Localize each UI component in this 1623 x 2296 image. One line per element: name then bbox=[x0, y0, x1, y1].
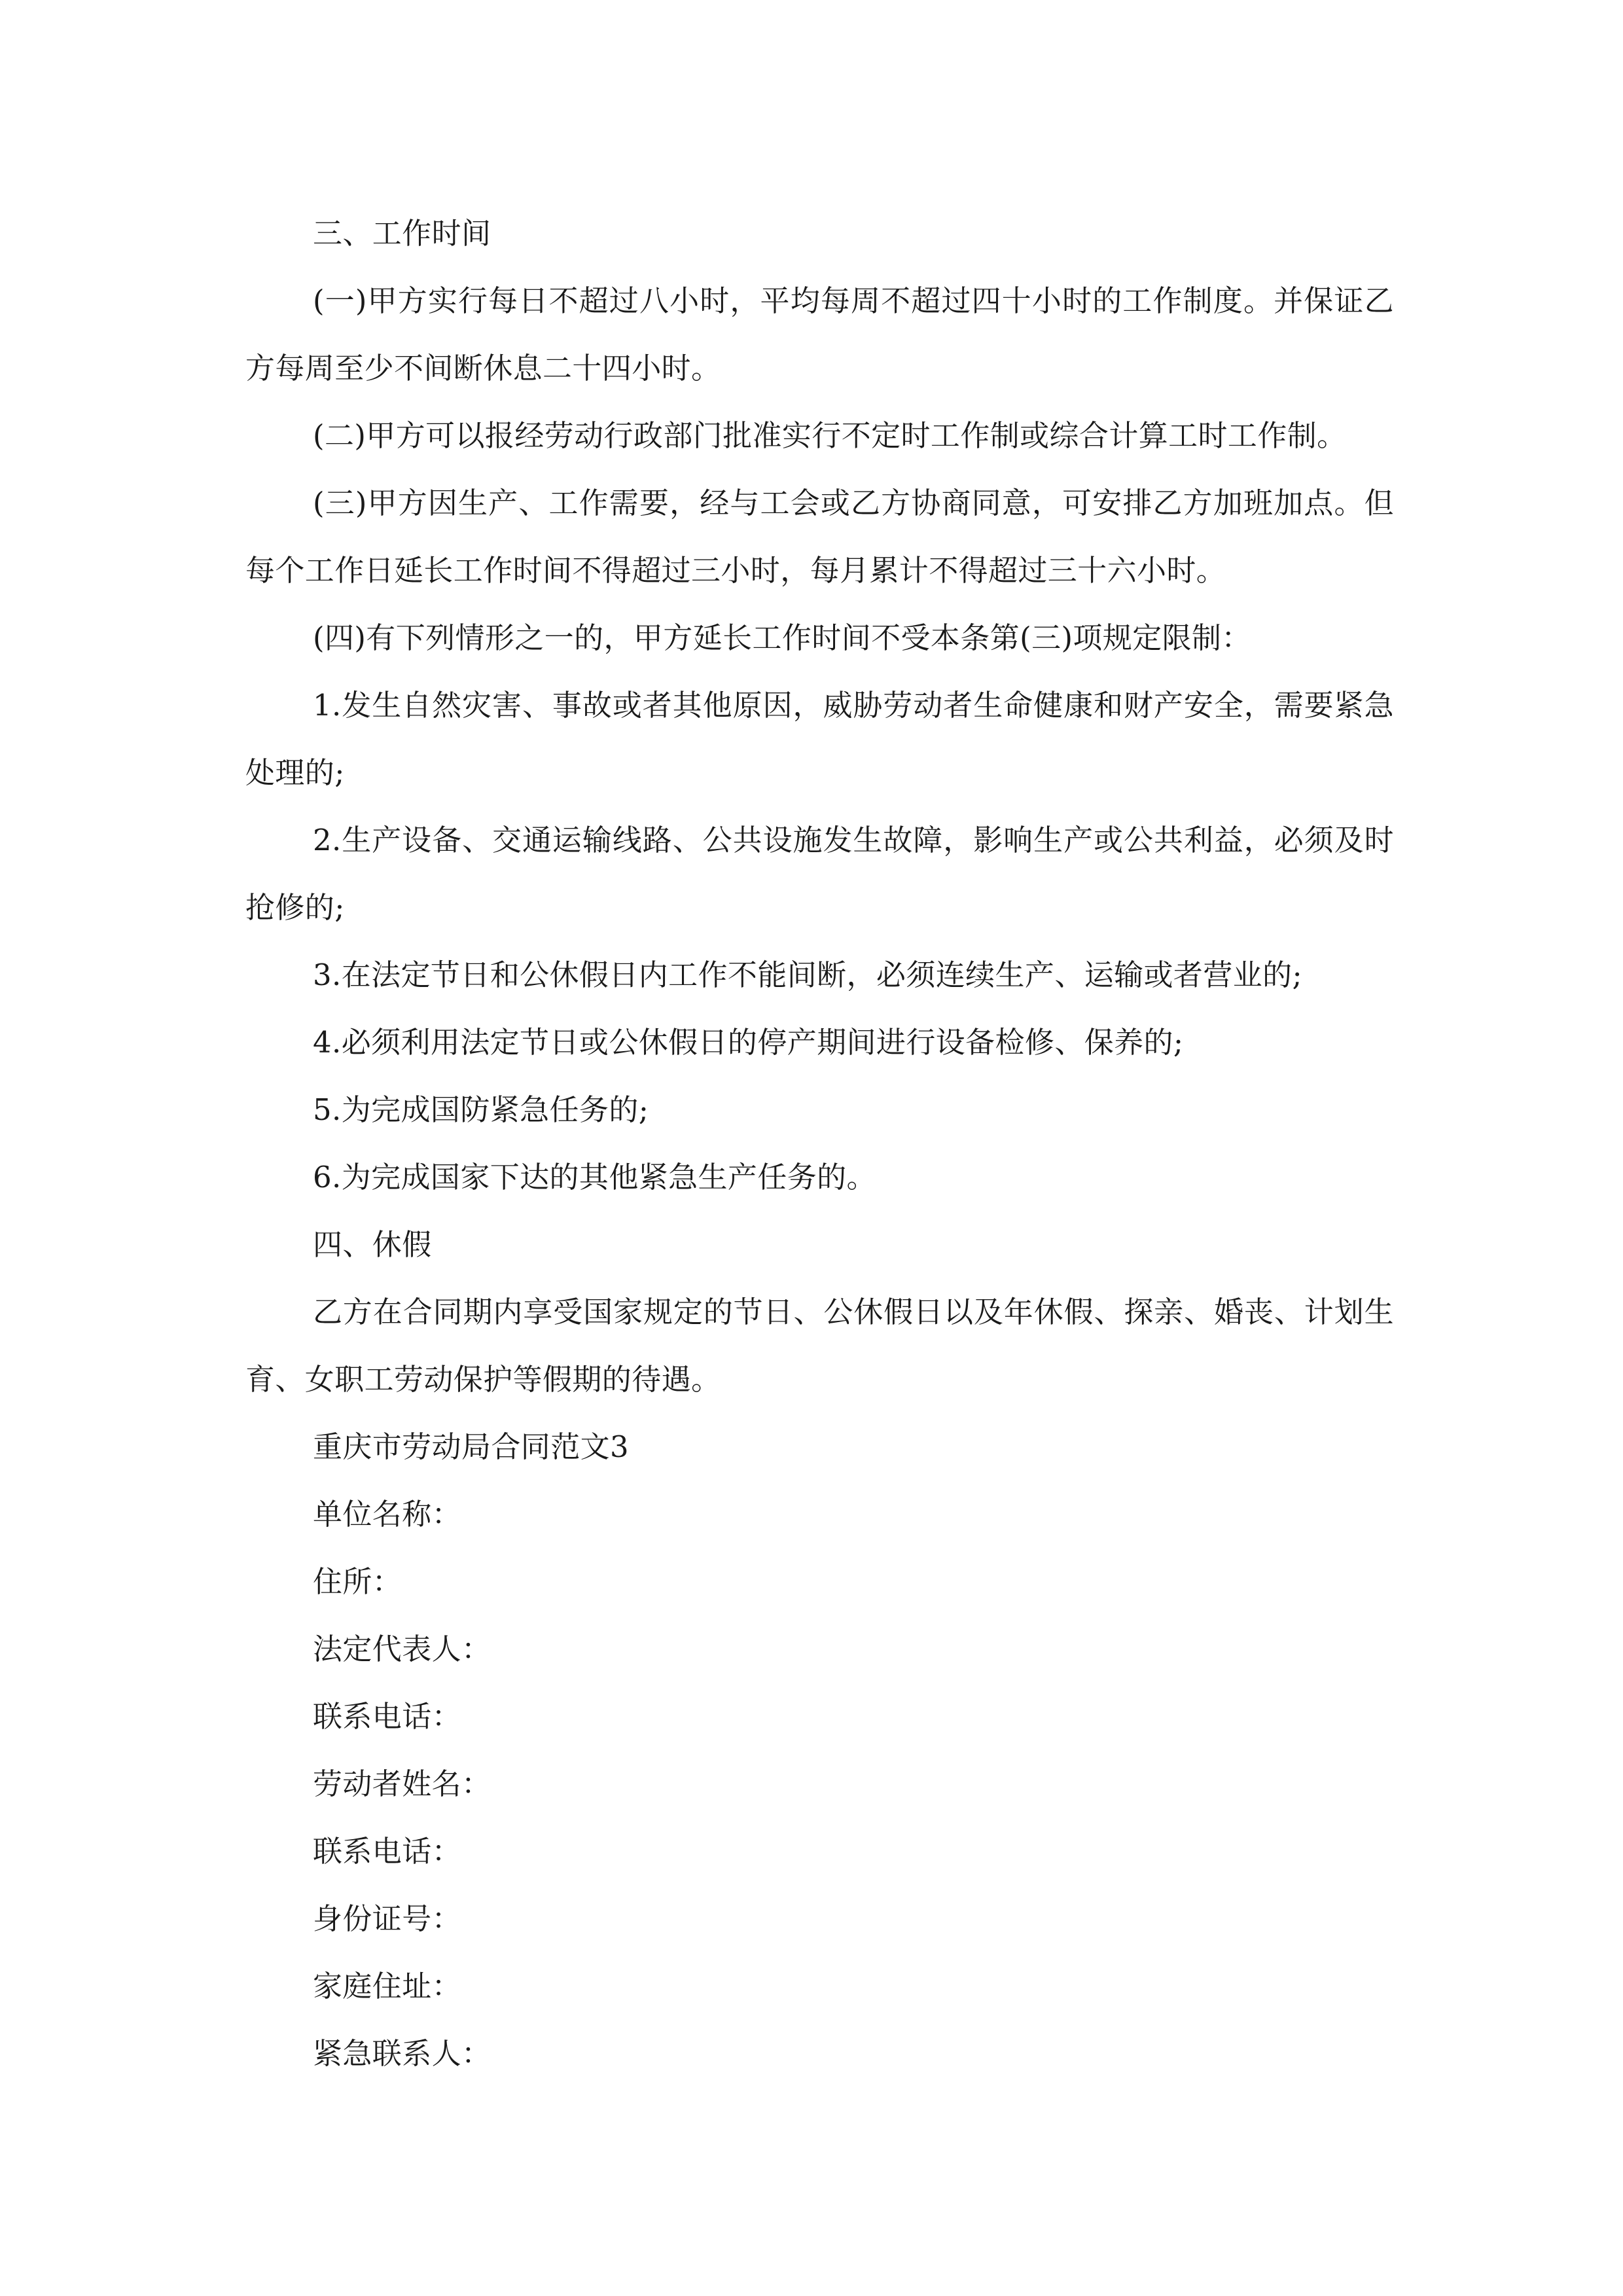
field-company-name: 单位名称： bbox=[313, 1497, 462, 1532]
paragraph-vacation: 乙方在合同期内享受国家规定的节日、公休假日以及年休假、探亲、婚丧、计划生育、女职工劳动保护等假期的待遇。 bbox=[245, 1295, 1394, 1397]
paragraph-clause-1: (一)甲方实行每日不超过八小时，平均每周不超过四十小时的工作制度。并保证乙方每周至少不间断休息二十四小时。 bbox=[245, 283, 1394, 386]
field-company-phone: 联系电话： bbox=[313, 1699, 462, 1734]
paragraph-clause-4: (四)有下列情形之一的，甲方延长工作时间不受本条第(三)项规定限制： bbox=[313, 620, 1251, 655]
field-emergency-contact: 紧急联系人： bbox=[313, 2036, 491, 2071]
field-home-address: 家庭住址： bbox=[313, 1969, 462, 2003]
section-heading-work-time: 三、工作时间 bbox=[313, 216, 491, 251]
field-id-number: 身份证号： bbox=[313, 1901, 462, 1936]
section-heading-vacation: 四、休假 bbox=[313, 1227, 432, 1262]
template-title: 重庆市劳动局合同范文3 bbox=[313, 1429, 630, 1464]
list-item-1: 1.发生自然灾害、事故或者其他原因，威胁劳动者生命健康和财产安全，需要紧急处理的; bbox=[245, 688, 1394, 790]
field-address: 住所： bbox=[313, 1564, 402, 1599]
paragraph-clause-3: (三)甲方因生产、工作需要，经与工会或乙方协商同意，可安排乙方加班加点。但每个工作日延长工作时间不得超过三小时，每月累计不得超过三十六小时。 bbox=[245, 486, 1394, 588]
field-worker-phone: 联系电话： bbox=[313, 1834, 462, 1869]
list-item-4: 4.必须利用法定节日或公休假日的停产期间进行设备检修、保养的; bbox=[313, 1025, 1184, 1060]
list-item-2: 2.生产设备、交通运输线路、公共设施发生故障，影响生产或公共利益，必须及时抢修的; bbox=[245, 823, 1394, 925]
list-item-3: 3.在法定节日和公休假日内工作不能间断，必须连续生产、运输或者营业的; bbox=[313, 958, 1303, 992]
list-item-6: 6.为完成国家下达的其他紧急生产任务的。 bbox=[313, 1160, 876, 1194]
document-body bbox=[245, 200, 1394, 2087]
paragraph-clause-2: (二)甲方可以报经劳动行政部门批准实行不定时工作制或综合计算工时工作制。 bbox=[313, 418, 1347, 453]
field-worker-name: 劳动者姓名： bbox=[313, 1767, 491, 1801]
list-item-5: 5.为完成国防紧急任务的; bbox=[313, 1092, 649, 1127]
field-legal-representative: 法定代表人： bbox=[313, 1632, 491, 1666]
